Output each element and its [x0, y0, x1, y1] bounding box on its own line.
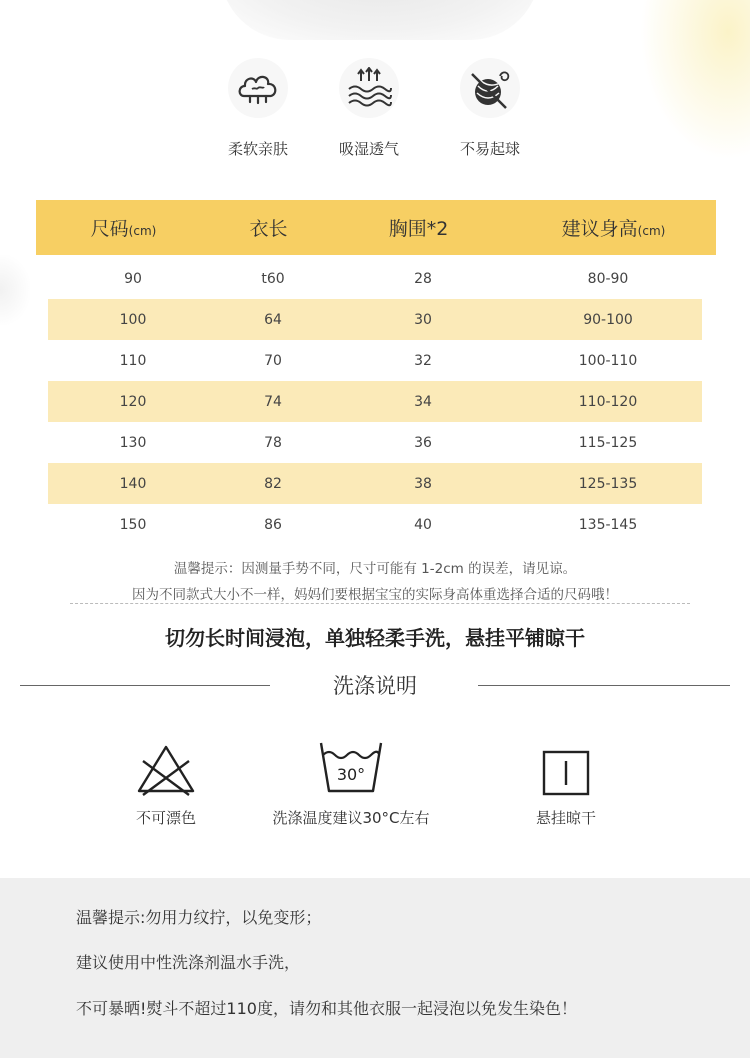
cell-chest: 38	[414, 475, 432, 492]
cell-size: 90	[124, 270, 142, 287]
size-table-header	[36, 200, 716, 255]
dashed-divider	[70, 603, 690, 604]
cell-height: 115-125	[578, 434, 638, 451]
tip-line: 温馨提示:勿用力纹拧，以免变形；	[76, 908, 322, 927]
table-row	[48, 258, 702, 299]
cell-size: 110	[119, 352, 147, 369]
cell-size: 130	[119, 434, 147, 451]
care-hang-dry	[516, 715, 616, 828]
care-no-bleach	[116, 715, 216, 828]
divider-right	[478, 685, 730, 686]
no-bleach-icon	[116, 715, 216, 797]
table-row	[48, 422, 702, 463]
cell-height: 125-135	[578, 475, 638, 492]
care-section-title-text: 洗涤说明	[333, 674, 417, 698]
feature-row	[0, 58, 750, 168]
cell-chest: 28	[414, 270, 432, 287]
cell-height: 135-145	[578, 516, 638, 533]
table-row	[48, 340, 702, 381]
feature-label: 不易起球	[459, 140, 520, 158]
flower-decoration	[0, 255, 30, 325]
lace-decoration	[220, 0, 540, 40]
cell-length: 78	[264, 434, 282, 451]
cell-length: 74	[264, 393, 282, 410]
header-size: 尺码(cm)	[90, 218, 157, 240]
cell-length: t60	[261, 270, 285, 287]
table-row	[48, 299, 702, 340]
cell-size: 140	[119, 475, 147, 492]
cell-length: 64	[264, 311, 282, 328]
cell-height: 110-120	[578, 393, 638, 410]
cotton-icon	[228, 58, 288, 118]
cell-height: 100-110	[578, 352, 638, 369]
tip-line: 建议使用中性洗涤剂温水手洗，	[76, 953, 301, 972]
hang-dry-icon	[516, 715, 616, 797]
table-row	[48, 504, 702, 545]
care-wash-temp	[266, 715, 436, 828]
feature-no-pilling	[430, 58, 550, 159]
wash-temp-symbol: 30°	[336, 765, 366, 784]
table-row	[48, 463, 702, 504]
size-note-1: 温馨提示：因测量手势不同，尺寸可能有 1-2cm 的误差，请见谅。	[173, 561, 577, 577]
care-instructions	[0, 715, 750, 845]
cell-chest: 34	[414, 393, 432, 410]
cell-chest: 30	[414, 311, 432, 328]
care-label: 洗涤温度建议30°C左右	[272, 809, 430, 827]
cell-chest: 36	[414, 434, 432, 451]
tip-line: 不可暴晒!熨斗不超过110度，请勿和其他衣服一起浸泡以免发生染色！	[76, 999, 577, 1018]
table-row	[48, 381, 702, 422]
care-section-title	[0, 670, 750, 700]
header-length: 衣长	[249, 218, 288, 240]
care-label: 不可漂色	[135, 809, 196, 827]
cell-chest: 32	[414, 352, 432, 369]
cell-length: 82	[264, 475, 282, 492]
size-note-2: 因为不同款式大小不一样，妈妈们要根据宝宝的实际身高体重选择合适的尺码哦！	[132, 587, 618, 603]
cell-height: 80-90	[587, 270, 629, 287]
size-table	[36, 200, 716, 545]
cell-chest: 40	[414, 516, 432, 533]
wash-30-icon	[266, 715, 436, 797]
feature-label: 柔软亲肤	[227, 140, 288, 158]
yarn-ball-no-pilling-icon	[460, 58, 520, 118]
cell-size: 120	[119, 393, 147, 410]
header-chest: 胸围*2	[388, 218, 449, 240]
cell-length: 70	[264, 352, 282, 369]
feature-breathable	[309, 58, 429, 159]
feature-soft	[198, 58, 318, 159]
cell-size: 100	[119, 311, 147, 328]
tips-panel	[0, 878, 750, 1058]
care-label: 悬挂晾干	[535, 809, 596, 827]
wash-warning: 切勿长时间浸泡，单独轻柔手洗，悬挂平铺晾干	[165, 626, 585, 650]
moisture-waves-icon	[339, 58, 399, 118]
cell-height: 90-100	[583, 311, 633, 328]
header-height: 建议身高(cm)	[561, 218, 666, 240]
cell-length: 86	[264, 516, 282, 533]
feature-label: 吸湿透气	[338, 140, 399, 158]
cell-size: 150	[119, 516, 147, 533]
